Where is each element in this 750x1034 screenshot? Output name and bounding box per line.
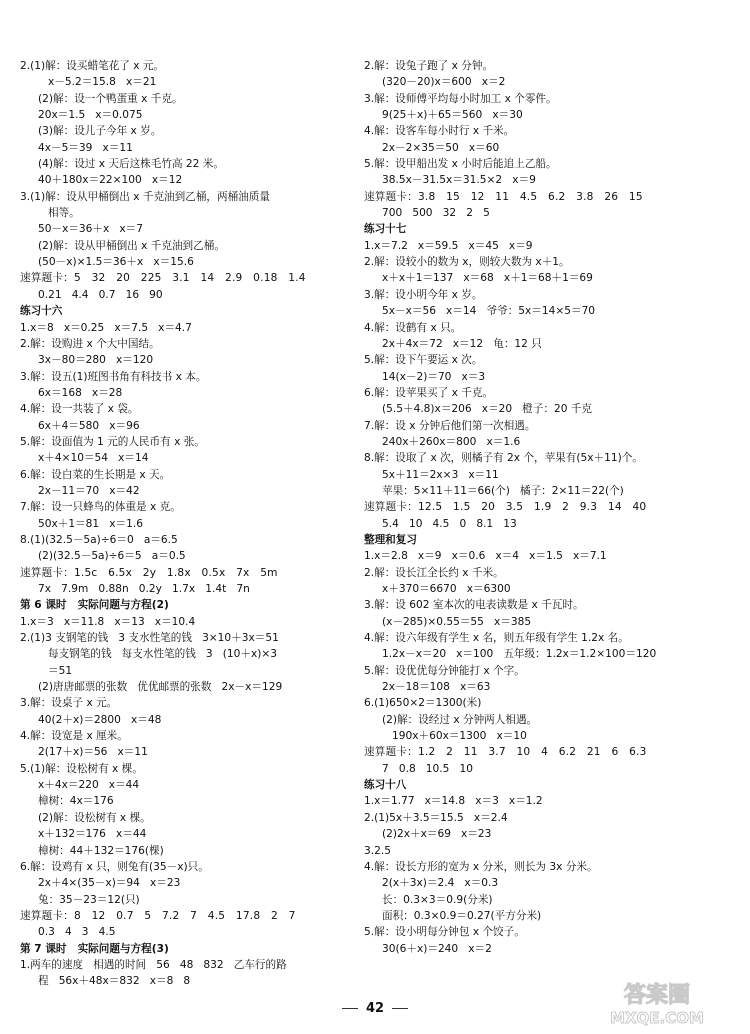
- answer-line: 3.解：设五(1)班图书角有科技书 x 本。: [20, 370, 207, 383]
- section-heading: 练习十七: [364, 223, 407, 236]
- answer-line: 4x－5＝39 x＝11: [38, 141, 133, 154]
- answer-line: 樟树：44＋132＝176(棵): [38, 844, 164, 857]
- answer-line: x＋x＋1＝137 x＝68 x＋1＝68＋1＝69: [382, 272, 593, 285]
- answer-line: 3.解：设师傅平均每小时加工 x 个零件。: [364, 92, 557, 105]
- answer-line: (2)(32.5－5a)÷6＝5 a＝0.5: [38, 550, 186, 563]
- answer-line: 5x＋11＝2x×3 x＝11: [382, 468, 499, 481]
- answer-line: 每支钢笔的钱 每支水性笔的钱 3 (10＋x)×3: [48, 648, 277, 661]
- answer-line: 速算题卡：1.5c 6.5x 2y 1.8x 0.5x 7x 5m: [20, 566, 278, 579]
- answer-line: 190x＋60x＝1300 x＝10: [392, 730, 527, 743]
- answer-line: (2)2x＋x＝69 x＝23: [382, 828, 492, 841]
- answer-line: 1.x＝8 x＝0.25 x＝7.5 x＝4.7: [20, 321, 192, 334]
- answer-line: 5.解：设甲船出发 x 小时后能追上乙船。: [364, 158, 557, 171]
- answer-line: 1.x＝2.8 x＝9 x＝0.6 x＝4 x＝1.5 x＝7.1: [364, 550, 607, 563]
- answer-line: 2.解：设长江全长约 x 千米。: [364, 566, 504, 579]
- answer-line: 5.4 10 4.5 0 8.1 13: [382, 517, 517, 530]
- answer-line: 2.(1)5x＋3.5＝15.5 x＝2.4: [364, 811, 508, 824]
- answer-line: 6.解：设白菜的生长期是 x 天。: [20, 468, 171, 481]
- answer-line: 速算题卡：12.5 1.5 20 3.5 1.9 2 9.3 14 40: [364, 501, 647, 514]
- answer-line: 3.解：设 602 室本次的电表读数是 x 千瓦时。: [364, 599, 584, 612]
- answer-line: 40＋180x＝22×100 x＝12: [38, 174, 183, 187]
- answer-line: 速算题卡：5 32 20 225 3.1 14 2.9 0.18 1.4: [20, 272, 306, 285]
- answer-line: 4.解：设六年级有学生 x 名，则五年级有学生 1.2x 名。: [364, 632, 629, 645]
- left-column: [20, 58, 338, 990]
- answer-line: (2)解：设松树有 x 棵。: [38, 811, 151, 824]
- answer-line: (320－20)x＝600 x＝2: [382, 76, 506, 89]
- answer-line: (2)解：设经过 x 分钟两人相遇。: [382, 713, 538, 726]
- answer-line: 4.解：设客车每小时行 x 千米。: [364, 125, 515, 138]
- answer-line: 4.解：设宽是 x 厘米。: [20, 730, 128, 743]
- answer-line: (2)唐唐邮票的张数 优优邮票的张数 2x－x＝129: [38, 681, 283, 694]
- answer-line: 14(x－2)＝70 x＝3: [382, 370, 486, 383]
- answer-line: 7.解：设一只蜂鸟的体重是 x 克。: [20, 501, 181, 514]
- answer-line: 2(x＋3x)＝2.4 x＝0.3: [382, 877, 499, 890]
- answer-line: (4)解：设过 x 天后这株毛竹高 22 米。: [38, 158, 224, 171]
- answer-line: 50－x＝36＋x x＝7: [38, 223, 143, 236]
- answer-line: (50－x)×1.5＝36＋x x＝15.6: [38, 256, 194, 269]
- answer-line: 2.(1)解：设买蜡笔花了 x 元。: [20, 60, 165, 72]
- answer-line: 6.解：设鸡有 x 只，则兔有(35－x)只。: [20, 860, 209, 873]
- answer-line: 兔：35－23＝12(只): [38, 893, 140, 906]
- footer-dash-left: [342, 1008, 358, 1009]
- answer-line: 3x－80＝280 x＝120: [38, 354, 154, 367]
- answer-line: 7x 7.9m 0.88n 0.2y 1.7x 1.4t 7n: [38, 583, 250, 595]
- answer-line: 2x－2×35＝50 x＝60: [382, 141, 500, 154]
- answer-line: 速算题卡：3.8 15 12 11 4.5 6.2 3.8 26 15: [364, 190, 643, 203]
- answer-line: 3.解：设小明今年 x 岁。: [364, 288, 483, 301]
- answer-line: 2(17＋x)＝56 x＝11: [38, 746, 148, 759]
- answer-line: 0.21 4.4 0.7 16 90: [38, 288, 163, 301]
- answer-line: 2x＋4×(35－x)＝94 x＝23: [38, 877, 181, 890]
- answer-line: 5.(1)解：设松树有 x 棵。: [20, 762, 143, 775]
- answer-line: 2.解：设兔子跑了 x 分钟。: [364, 60, 494, 72]
- answer-line: 7.解：设 x 分钟后他们第一次相遇。: [364, 419, 536, 432]
- section-heading: 第 6 课时 实际问题与方程(2): [20, 599, 169, 612]
- answer-line: 9(25＋x)＋65＝560 x＝30: [382, 109, 523, 122]
- answer-line: (3)解：设儿子今年 x 岁。: [38, 125, 162, 138]
- answer-line: 6x＋4＝580 x＝96: [38, 419, 140, 432]
- answer-line: x＋370＝6670 x＝6300: [382, 583, 511, 595]
- watermark-logo: [582, 978, 732, 1028]
- answer-line: 1.x＝7.2 x＝59.5 x＝45 x＝9: [364, 239, 533, 252]
- answer-line: (2)解：设从甲桶倒出 x 千克油到乙桶。: [38, 239, 225, 252]
- right-column: [364, 58, 720, 957]
- answer-line: 700 500 32 2 5: [382, 207, 490, 220]
- answer-line: 40(2＋x)＝2800 x＝48: [38, 713, 162, 726]
- watermark-text-cn: 答案圈: [623, 983, 691, 1008]
- section-heading: 练习十八: [364, 779, 407, 792]
- section-heading: 整理和复习: [364, 533, 417, 546]
- answer-line: 8.解：设取了 x 次，则橘子有 2x 个，苹果有(5x＋11)个。: [364, 452, 643, 465]
- answer-line: 38.5x－31.5x＝31.5×2 x＝9: [382, 174, 536, 187]
- answer-line: x＋4x＝220 x＝44: [38, 779, 140, 792]
- answer-line: 2.解：设购进 x 个大中国结。: [20, 337, 160, 350]
- answer-line: 5.解：设小明每分钟包 x 个饺子。: [364, 926, 525, 939]
- answer-line: 30(6＋x)＝240 x＝2: [382, 942, 492, 955]
- answer-line: 5.解：设面值为 1 元的人民币有 x 张。: [20, 435, 205, 448]
- answer-line: 1.两车的速度 相遇的时间 56 48 832 乙车行的路: [20, 958, 287, 971]
- answer-line: 速算题卡：1.2 2 11 3.7 10 4 6.2 21 6 6.3: [364, 746, 647, 759]
- answer-line: 50x＋1＝81 x＝1.6: [38, 517, 143, 530]
- answer-line: 8.(1)(32.5－5a)÷6＝0 a＝6.5: [20, 533, 178, 546]
- answer-line: 樟树：4x＝176: [38, 795, 114, 808]
- answer-line: 苹果：5×11＋11＝66(个) 橘子：2×11＝22(个): [382, 484, 624, 497]
- section-heading: 练习十六: [20, 305, 63, 318]
- answer-line: 相等。: [48, 207, 80, 220]
- footer-dash-right: [392, 1008, 408, 1009]
- answer-line: 2.解：设较小的数为 x，则较大数为 x＋1。: [364, 256, 570, 269]
- answer-line: 3.(1)解：设从甲桶倒出 x 千克油到乙桶，两桶油质量: [20, 190, 270, 203]
- answer-line: 4.解：设鹤有 x 只。: [364, 321, 462, 334]
- answer-line: 1.x＝1.77 x＝14.8 x＝3 x＝1.2: [364, 795, 543, 808]
- answer-line: (x－285)×0.55＝55 x＝385: [382, 615, 532, 628]
- answer-line: x－5.2＝15.8 x＝21: [48, 76, 157, 89]
- answer-line: 3.2.5: [364, 844, 391, 857]
- answer-line: (5.5＋4.8)x＝206 x＝20 橙子：20 千克: [382, 403, 593, 416]
- answer-line: ＝51: [48, 664, 73, 677]
- page-number: 42: [365, 1001, 385, 1016]
- answer-line: 1.x＝3 x＝11.8 x＝13 x＝10.4: [20, 615, 196, 628]
- answer-line: 4.解：设一共装了 x 袋。: [20, 403, 139, 416]
- answer-line: 5x－x＝56 x＝14 爷爷：5x＝14×5＝70: [382, 305, 596, 318]
- section-heading: 第 7 课时 实际问题与方程(3): [20, 942, 169, 955]
- answer-line: 程 56x＋48x＝832 x＝8 8: [38, 975, 191, 988]
- answer-line: 20x＝1.5 x＝0.075: [38, 109, 143, 122]
- answer-line: 240x＋260x＝800 x＝1.6: [382, 435, 521, 448]
- answer-line: 1.2x－x＝20 x＝100 五年级：1.2x＝1.2×100＝120: [382, 648, 657, 661]
- answer-line: 2x＋4x＝72 x＝12 龟：12 只: [382, 337, 542, 350]
- answer-line: 6.(1)650×2＝1300(米): [364, 697, 482, 710]
- answer-line: 0.3 4 3 4.5: [38, 926, 116, 939]
- answer-line: 面积：0.3×0.9＝0.27(平方分米): [382, 909, 542, 922]
- answer-line: 2x－18＝108 x＝63: [382, 681, 491, 694]
- answer-line: 6x＝168 x＝28: [38, 386, 123, 399]
- watermark-text-url: MXQE.COM: [610, 1009, 704, 1027]
- answer-line: 2x－11＝70 x＝42: [38, 484, 140, 497]
- answer-line: 2.(1)3 支钢笔的钱 3 支水性笔的钱 3×10＋3x＝51: [20, 632, 279, 645]
- answer-line: 长：0.3×3＝0.9(分米): [382, 893, 493, 906]
- answer-line: 4.解：设长方形的宽为 x 分米，则长为 3x 分米。: [364, 860, 598, 873]
- answer-line: 5.解：设下午要运 x 次。: [364, 354, 483, 367]
- answer-line: 5.解：设优优每分钟能打 x 个字。: [364, 664, 525, 677]
- answer-line: x＋4×10＝54 x＝14: [38, 452, 149, 465]
- answer-line: x＋132＝176 x＝44: [38, 828, 147, 841]
- answer-line: (2)解：设一个鸭蛋重 x 千克。: [38, 92, 183, 105]
- answer-line: 速算题卡：8 12 0.7 5 7.2 7 4.5 17.8 2 7: [20, 909, 296, 922]
- answer-line: 7 0.8 10.5 10: [382, 762, 473, 775]
- answer-line: 6.解：设苹果买了 x 千克。: [364, 386, 494, 399]
- answer-line: 3.解：设桌子 x 元。: [20, 697, 118, 710]
